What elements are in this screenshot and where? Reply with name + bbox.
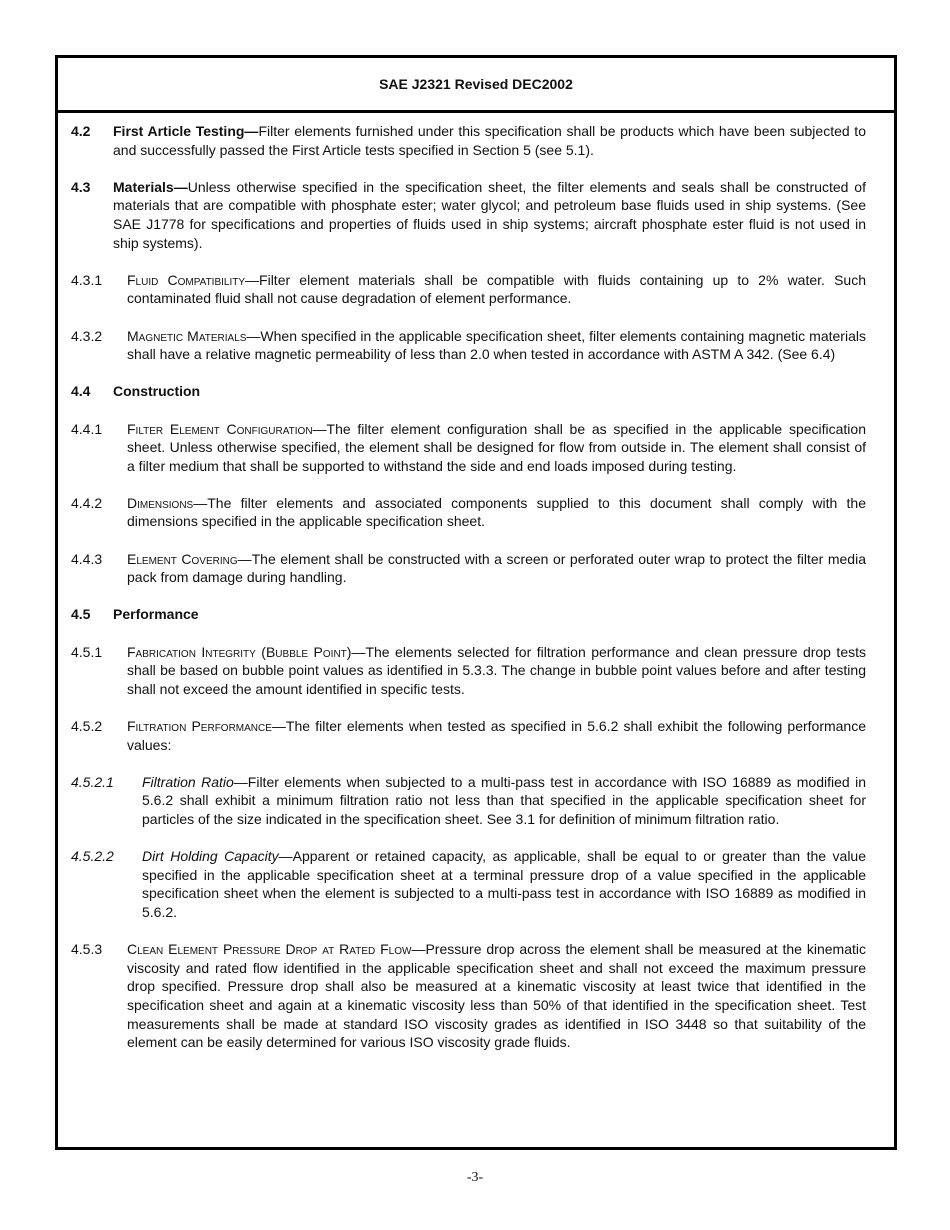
section-4-3-2 [71,327,866,364]
section-number: 4.3.2 [71,327,103,344]
document-header [58,58,894,113]
section-text: —Filter element materials shall be compatible with fluids containing up to 2% water. Such contaminated fluid shall not cause degradation of element performance. [127,271,866,307]
page-frame [55,55,897,1150]
section-heading: Fabrication Integrity (Bubble Point) [127,643,352,660]
section-heading: Filter Element Configuration [127,420,313,437]
section-heading: Performance [113,606,199,623]
section-4-5-2-1 [71,773,866,829]
section-text: —Apparent or retained capacity, as applicable, shall be equal to or greater than the value specified in the applicable specification sheet at a terminal pressure drop of a value specified in the applicable specification sheet when the element is subjected to a multi-pass test in accordance with ISO 16889 as modified in 5.6.2. [142,848,867,920]
section-4-5-2 [71,717,866,754]
section-text: —When specified in the applicable specification sheet, filter elements containing magnetic materials shall have a relative magnetic permeability of less than 2.0 when tested in accordance with ASTM A 342. (See 6.4) [127,327,866,363]
section-heading: Filtration Ratio [142,773,234,790]
section-number: 4.5.3 [71,941,103,958]
section-number: 4.5.2.2 [71,848,114,865]
section-number: 4.4.3 [71,550,103,567]
section-heading: Clean Element Pressure Drop at Rated Flow [127,941,412,958]
section-text: —The filter element configuration shall be as specified in the applicable specification sheet. Unless otherwise specified, the element shall be designed for flow from outside in. The element shall consist of a filter medium that shall be supported to withstand the side and end loads imposed during testing. [127,420,866,474]
section-4-3 [71,178,866,252]
section-4-4-2 [71,494,866,531]
section-4-4-3 [71,550,866,587]
document-title: SAE J2321 Revised DEC2002 [379,76,573,92]
section-4-2 [71,122,866,159]
section-4-3-1 [71,271,866,308]
section-text: —The elements selected for filtration performance and clean pressure drop tests shall be based on bubble point values as identified in 5.3.3. The change in bubble point values before and after testing shall not exceed the amount identified in specific tests. [127,643,866,697]
section-heading: Magnetic Materials [127,327,247,344]
section-4-4 [71,382,866,401]
section-number: 4.4.2 [71,494,103,511]
section-number: 4.3.1 [71,271,103,288]
section-4-5-2-2 [71,847,866,921]
section-4-5-1 [71,643,866,699]
section-text: Filter elements furnished under this specification shall be products which have been subjected to and successfully passed the First Article tests specified in Section 5 (see 5.1). [113,123,866,158]
section-4-5-3 [71,940,866,1052]
section-4-4-1 [71,420,866,476]
section-number: 4.5.2.1 [71,773,114,790]
section-text: —The filter elements and associated components supplied to this document shall comply with the dimensions specified in the applicable specification sheet. [127,494,866,530]
section-heading: Element Covering [127,550,238,567]
section-number: 4.2 [71,123,91,139]
document-body [58,113,894,1052]
section-text: —The filter elements when tested as specified in 5.6.2 shall exhibit the following performance values: [127,718,866,753]
section-heading: Filtration Performance [127,718,272,734]
section-heading: Construction [113,383,201,400]
section-text: —The element shall be constructed with a screen or perforated outer wrap to protect the filter media pack from damage during handling. [127,550,866,586]
section-heading: Dimensions [127,494,194,511]
section-text: Unless otherwise specified in the specification sheet, the filter elements and seals shall be constructed of materials that are compatible with phosphate ester; water glycol; and petroleum base fluids used in ship systems. (See SAE J1778 for specifications and properties of fluids used in ship systems; aircraft phosphate ester fluid is not used in ship systems). [113,178,866,251]
section-number: 4.4 [71,383,91,400]
section-number: 4.4.1 [71,420,103,437]
section-heading: Dirt Holding Capacity [142,848,279,865]
section-number: 4.5.2 [71,718,103,734]
section-number: 4.3 [71,178,91,195]
section-heading: First Article Testing— [113,123,259,139]
section-text: —Pressure drop across the element shall be measured at the kinematic viscosity and rated flow identified in the applicable specification sheet and shall not exceed the maximum pressure drop specified. Pressure drop shall also be measured at a kinematic viscosity at least twice that identified in the specification sheet and again at a kinematic viscosity less than 50% of that identified in the specification sheet. Test measurements shall be made at standard ISO viscosity grades as identified in ISO 3448 so that suitability of the element can be easily determined for various ISO viscosity grade fluids. [127,941,866,1051]
section-heading: Materials— [113,178,188,195]
section-4-5 [71,605,866,624]
section-number: 4.5 [71,606,91,623]
section-number: 4.5.1 [71,643,103,660]
section-text: —Filter elements when subjected to a multi-pass test in accordance with ISO 16889 as modified in 5.6.2 shall exhibit a minimum filtration ratio not less than that specified in the applicable specification sheet for particles of the size indicated in the specification sheet. See 3.1 for definition of minimum filtration ratio. [142,773,866,827]
section-heading: Fluid Compatibility [127,271,246,288]
page-number: -3- [466,1170,484,1185]
